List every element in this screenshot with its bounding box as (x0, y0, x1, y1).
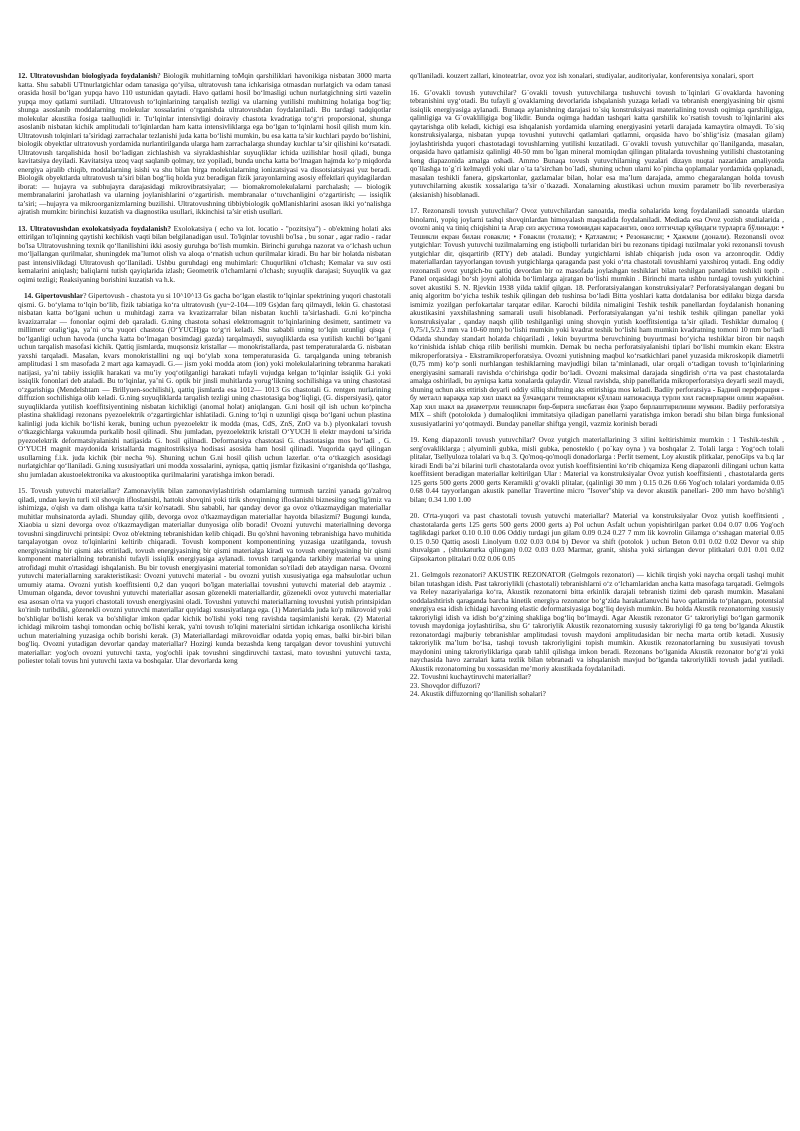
question-24: 24. Akustik diffuzorning qo‘llanilish sohalari? (410, 689, 546, 698)
heading-12: 12. Ultratovushdan biologiyada foydalanish (18, 71, 158, 80)
heading-13: 13. Ultratovushdan exolokatsiyada foydalanish? (18, 223, 172, 233)
paragraph-15-body: 15. Tovush yutuvchi materiallar? Zamonaviylik bilan zamonaviylashtirish odamlarning turmush tarzini yanada go'zalroq qiladi, undan keyin turli xil shovqin ifloslanishi, hattoki shovqini yoki tirik shovqinning ifloslanishi biznesiing sog'lig'imiz va ishimizga, o'qish va dam olishga katta ta'sir ko'rsatadi. Shu sababli, har qanday devor ga ovoz o'tkazmaydigan materiallar muhitlar muhsinatorda ayladi. Shunday qilib, devorga ovoz o'tkazmaydigan materiallar hayotda bilasizmi? Bugungi kunda, Xiaobia u sizni devorga ovoz o'tkazmaydigan materiallar dunyosiga olib boradi! Ovozni yutuvchi materiallning devorga tovushni singdiruvchi printsipi: Ovoz ob'ektning tebranishidan kelib chiqadi. Bu qo'shni havoning tebranishiga havo muhitida tarqalayotgan ovoz to'lqinlarini keltirib chiqaradi. Tovush komponent komponentining yuzasiga uzatilganda, tovush energiyasining bir qismi aks ettiriladi, tovush energiyasining bir qismi materialga kiradi va tovush energiyasining bir qismi komponent materiallning tebranishi tufayli issiqlik energiyasiga aylanadi. tovush tarqalganda tarkibiy material va uning atrofidagi muhit o'rtasidagi ishqalanish. Bu bir tovush energiyasini material tomonidan so'riladi deb ataydigan narsa. Ovozni yutuvchi materiallarning xarakteristikasi: Ovozni yutuvchi material - bu ovozni yutish xususiyatiga ega mahsulotlar uchun umumiy atama. Ovozni yutish koeffitsienti 0,2 dan yuqori bo'lgan materiallai tovushni yutuvchi material deb ataymiz . Umuman olganda, devor tovushni yutuvchi materiallar asosan gözenekli materiallardir, gözenekli ovoz yutuvchi materiallar esa asosan o'rta va yuqori chastotali tovush energiyasini oladi. Tovushni yutuvchi materiallarning tovushni yutish printsipidan ko'rinib turibdiki, gözenekli ovozni yutuvchi materiallar quyidagi xususiyatlarga ega. (1) Materialda juda ko'p mikrovoid yoki bo'shliqlar bo'lishi kerak va bo'shliqlar imkon qadar kichik bo'lishi yoki teng ravishda taqsimlanishi kerak. (2) Material ichidagi mikroim tashqi tomondan ochiq bo'lishi kerak, ya'ni tovush to'lqini materialni sirtidan ichkariga osonlikcha kirishi uchun materialning yuzasiga ochib borishi kerak. (3) Materiallardagi mikrovoidlar odatda yopiq emas, balki bir-biri bilan bog'liq. Ovozni yutadigan devorlar qanday materiallar? Hozirgi kunda bezashda keng tarqalgan devor tovushini yutuvchi materiallar: yog'och ovozni yutuvchi taxta, yog'ochli ipak tovushni singdiruvchi taxtasi, mato tovushni yutuvchi taxta, poliester tolali tovus hni yutuvchi taxta va boshqalar. Ular devorlarda keng (18, 486, 391, 665)
paragraph-16: 16. G’ovakli tovush yutuvchilar? G`ovakli tovush yutuvchilarga tushuvchi tovush to`lqinlari G`ovaklarda havoning tebranishini uyg‘otadi. Bu tufayli g`ovaklarning devorlarida ishqalanish yuzaga keladi va tebranish energiyasining bir qismi issiqlik energiyasiga aylanadi. Bunaqa aylanishning darajasi to`siq konstruksiyasi materialining tovush oqimiga qarshiligiga, qalinligiga va G`ovakliligiga bog`likdir. Bunda oqimga haddan tashqari katta qarshilik ko`rsatish tovush to`lqinlarini aks qaytarishga olib keladi, kichigi esa ishqalanish yordamida ularning energiyasini yetarli darajada kamaytira olmaydi. To`siq konstruksiyalarga, nisbatan yupqa tovushni yutuvchi qatlamlari qatlamni, orqasida havo bo`shlig‘isiz (masalan gilam) joylashtirishda yuqori chastotadagi tovushlarning yutilishi kuzatiladi. G`ovakli tovush yutuvchilar qo`llanilganda, masalan, orqasida havo qatlamisiz qalinligi 40-50 mm bo`lgan mineral momiqdan qilingan plitalarda tovushning yutilishi chastotaning keng diapazonida amalga oshadi. Ammo Bunaqa tovush yutuvchilarning yuzalari dizayn nuqtai nazaridan amaliyotda qo`llashga to`g`ri kelmaydi yoki ular o`ta ta’sirchan bo`ladi, shuning uchun ularni ko`pincha qoplamalar yordamida qoplanadi, masalan teshikli fanera, gipskartonlar, gazlamalar bilan, holar esa ma’lum darajada, ammo chegaralangan holda tovush yutuvchilarning akustik xossalariga ta’sir o`tkazadi. Xonalarning akustikasi uchun muxim parametr bo`lib reverberasiya (aksianish) hisoblanadi. (410, 87, 784, 199)
paragraph-13-body: Exolokatsiya ( echo va lot. locatio - "pozitsiya") - ob'ektning holati aks ettirilgan to'lqinning qaytishi kechikish vaqti bilan belgilanadigan usul. To'lqinlar tovushli bo'lsa , bu sonar , agar radio - radar bo'lsa Ultratovushning texnik qo‘llanilishini ikki asosiy guruhga bo‘lish mumkin. Birinchi guruhga nazorat va o‘lchash uchun mo‘ljallangan qurilmalar, shuningdek ma’lumot olish va aloqa o‘rnatish uchun qurilmalar kiradi. Bu har bir holatda nisbatan past intensivlikdagi Ultratovush qo‘llaniladi. Ushbu guruhdagi eng muhimlari: Chuqurlikni o'lchash; Kemalar va suv osti kemalarini aniqlash; baliqlarni tutish qayiqlarida izlash; Geometrik o'lchamlarni o'lchash; suyuqlik darajasi; Suyuqlik va gaz oqimi tezligi; Reaksiyaning borishini kuzatish va h.k. (18, 223, 391, 284)
paragraph-19: 19. Keng diapazonli tovush yutuvchilar? Ovoz yutgich materiallarining 3 xilini keltirishimiz mumkin : 1 Teshik-teshik , serg'ovakliklarga ; alyuminli gubka, misli gubka, penosteklo ( po`kay oyna ) va boshqalar 2. Tolali larga : Yog‘och tolali plitalar, Tsellyuloza tolalari va b.q 3. Qo'moq-qo'moqli donadorlarga : Perlit tsement, Loy akustik plitkalar, penoGips va b.q lar kiradi Endi ba’zi bilarini turli chastotalarda ovoz yutish koeffitsientini ko‘rib chiqamiza Keng diapazonli dilingani uchun katta koeffitsient beradigan materiallar keltirilgan Ular : Material va konstruksiyalar Ovoz yutish koeffitsienti , chastotalarda gerts 125 gerts 500 gerts 2000 gerts Keramikli g‘ovakli plitalar, (qalinligi 30 mm ) 0.15 0.26 0.66 Yog'och tolalari yordamida 0.05 0.68 0.44 tayyorlangan akustik panellar Travertine micro "Isover"ship va devor akustik panellari- 200 mm havo bo'shlig'i bilan; 0.34 1.00 1.00 (410, 435, 784, 504)
question-22: 22. Tovushni kuchaytiruvchi materiallar? (410, 672, 531, 681)
paragraph-14 (18, 292, 391, 479)
paragraph-13 (18, 225, 391, 285)
paragraph-17: 17. Rezonansli tovush yutuvchilar? Ovoz yutuvchilardan sanoatda, media sohalarida keng foydalaniladi sanoatda ulardan binolarni, yopiq joylarni tashqi shovqinlardan himoyalash maqsadida foydalaniladi. Mediada esa Ovoz yozish studialarida , ovozni aniq va tiniq chiqishini ta Агар сиз акустика томонидан карасангиз, овоз ютгичлар қуйидаги турларга бўлинади: • Тешикли екран билан ғовакли; • Ғовакли (толали); • Қатламли; • Резонансли; • Ҳажмли (донали). Rezonansli ovoz yutgichlar: Tovush yutuvchi tuzilmalarning eng istiqbolli turlaridan biri bu rezonans tipidagi tuzilmalar yoki rezonansli tovush yutgichlar dir, qisqartirib (RTY) deb ataladi. Bunday yutgichlarni ishlab chiqarish juda oson va arzonroqdir. Oddiy materiallardan tayyorlangan tovush yutgichlarga qaraganda past yoki o‘rta chastotali tovushlarni yaxshiroq yutadi. Eng oddiy rezonansli ovoz yutgich-bu qattiq devordan bir oz masofada joylashgan teshiklari bilan teshilgan panelidan teshikli topib . Panel orqasidagi bo‘sh joyni alohida bo‘limlarga ajratgan bo‘lishi mumkin . Birinchi marta ushbu turdagi tovush yutkichini sovet akustiki S. N. Rjevkin 1938 yilda taklif qilgan. 18. Perforatsiyalangan konstruksiyalar? Perforatsiyalangan degani bu aniq algoritm bo‘yicha teshik teshik qilingan deb tushinsa bo‘ladi Bitta yoshlari katta dotdalanisa bor edilaku bizga darsda ismimiz yozilgan perfokartalar tarqatar edilar. Karochi bildila nimaligini Teshik teshik panellardan foydalanish honaning akustikasini yaxshilashning samarali usuli hisoblanadi. Perforatsiyalangan ya’ni teshik teshik qilingan panellar yoki konstruksiyalar , qanday naqsh qilib teshilganligi uning shovqin yutish koeffitsientiga ta’sir qiladi. Teshiklar dumaloq ( 0,75/1,5/2.3 mm va 10-60 mm) bo‘lishi mumkin yoki kvadrat teshik bo‘lishi ham mumkin kvadratning tomoni 10 mm bo‘ladi Odatda shunday standart holatda chiqariladi , lekin buyurtma beruvchining buyurtmasi bo‘yicha teshiklar biron bir naqsh ko‘rinishida ishlab chiqa rilib berilishi mumkin. Demak bu necha perforatsiyalanishi tiplari bo‘lishi mumkin ekan: Ekstra mikroperforatsiya - Ekstramikroperforatsiya. Ovozni yutishning maqbul ko‘rsatkichlari panel yuzasida mikroskopik diametrli (0,75 mm) ko‘p sonli nurhlangan teshiklarning mavjudligi bilan ta’minlanadi, ular orqali o‘tadigan tovush to‘lqinlarining energiyasini samarali ravishda o‘chirishga qodir bo‘ladi. Ovozni maksimal darajada singdirish o‘rta va past chastotalarda amalga oshiriladi, bu ayniqsa katta xonalarda qulaydir. Vizual ravishda, ship panellarida mikroperforatsiya deyarli sezil maydi, shuning uchun aks ettirish deyarli oddiy silliq shiftning aks ettirishiga mos keladi. Badiiy perforatsiya - Бадиий перфорация - бу металл вараққа хар хил шакл ва ўлчамдаги тешикларни кўллаш натижасида турли хил гасвирларни олиш жараёни. Хар хил шакл ва диаметрли тешиклари бир-бирига нисбатан ёки ўзаро бирлаштирилиши мумкин. Badiiy perforatsiya MIX – shift (potolokda ) dumaloqlikni immitatsiya qiladigan panellarni yaratishga imkon beradi shu bilan birga funksional xususiyatlarini yo‘qotmaydi. Bunday panellar shiftga yengil, vazmiz korinish beradi (410, 206, 784, 428)
paragraph-14-body: ? Gipertovush - chastota yu si 10^10^13 Gs gacha bo‘lgan elastik to‘lqinlar spektrining yuqori chastotali qismi. G. bo‘ylama to‘lqin bo‘lib, fizik tabiatiga ko‘ra ultratovush (yu~2-104—109 Gs)dan farq qilmaydi, lekin G. chastotasi nisbatan katta bo‘lgani uchun u muhitdagi zarra va kvazizarralar bilan nisbatan kuchli ta’sirlashadi. G.ni ko‘pincha kvazizarralar — fononlar oqimi deb qaraladi. G.ning chastota sohasi elektromagnit to‘lqinlarining desimetr, santimetr va millimetr oraligʻiga, ya’ni o‘ta yuqori chastota (O‘YUCH)ga to‘g‘ri keladi. Shu sababli uning to‘lqin uzunligi qisqa ( bo‘lganligi uchun havoda (uncha katta bo‘lmagan bosimdagi gazda) tarqalmaydi, suyuqliklarda esa yutilish kuchli bo‘lgani uchun tarqalish masofasi kichik. Qattiq jismlarda, muqsonsiz kristallar — monokristallarda, past temperaturalarda G. nisbatan yaxshi tarqaladi. Masalan, kvars monokristallini ng uqi bo‘ylab xona temperaturasida G. tarqalganda uning tebranish amplitudasi 1 sm masofada 2 mart aga kamayadi. G.— jism yoki modda atom (ion) yoki molekulalarining tebranma harakati natijasi, ya’ni tabiiy issiqlik harakati va mu’iy yoq‘otilganligi harakati tufayli vujudga kelgan to‘lqinlar issiqlik G.i yoki issiqlik fononlari deb ataladi. Bu to‘lqinlar, ya’ni G. optik bir jinsli muhitlarda yorug‘likning sochilishiga va uning chastotasi o‘zgarishiga (Mendelshtam — Brillyuen-sochilishi), qattiq jismlarda esa 1012— 1013 Gs chastotali G. rentgen nurlarining diffuzion sochilishiga olib keladi. G.ning suyuqliklarda tarqalish tezligi uning chastotasiga bog‘liqligi, (G. dispersiyasi), qator suyuqliklarda yutilish koeffitsiyentining nisbatan kichikligi (anomal holat) aniqlangan. G.ni hosil qil ish uchun ko‘pincha plastina shaklidagi rezonans pyezoelektrik o‘zgartirgichlar ishlatiladi. G.ning to‘lqi n uzunligi qisqa bo‘lgani uchun plastina kalinligi juda kichik bo‘lishi kerak, buning uchun pyezoelektr ik modda (mas, CdS, ZnS, ZnO va b.) plyonkalari tovush o‘tkazgichlarga vakuumda purkalib hosil qilinadi. Shu jumladan, pyezoelektrik kristall O‘YUCH li elektr maydoni ta’sirida pyezoelektrik deformatsiyalanishi natijasida G. hosil qilinadi. Deformatsiya chastotasi G. chastotasiga mos bo‘ladi , G. O‘YUCH magnit maydonida kristallarda magnitostriksiya hodisasi asosida ham hosil qilinadi. Yuqorida qayd qilingan usullarning f.i.k. juda kichik (bir necha %). Shuning uchun G.ni hosil qilish uchun lazerlar. o‘ta o‘tkazgich asosidagi nurlatgichlar qo‘llaniladi. G.ning xususiyatlari uni modda xossalarini, ayniqsa, qattiq jismlar fizikasini o‘rganishda qo‘llashga, shu jumladan akustoelektronika va akustooptika qurilmalarini yaratishga imkon beradi. (18, 291, 391, 479)
paragraph-21: 21. Gelmgols rezonatori? AKUSTIK REZONATOR (Gelmgols rezonatori) — kichik tirqish yoki naycha orqali tashqi muhit bilan tutashgan idish. Past takroriylikli (chastotali) tebranishlarni o‘z o‘lchamlaridan ancha katta masofaga tarqatadi. Gelmgols va Reley nazariyalariga ko‘ra, Akustik rezonatorni bitta erkinlik darajali tebranish tizimi deb qarash mumkin. Masalani soddalashtirish qaraganda barcha kinetik energiya rezonator bo‘g‘zida harakatlanuvchi havo qatlamida to‘plangan, potentsial energiya esa idish ichidagi havoning elastic deformatsiyasiga bog‘liq deyish mumkin. Bu holda Akustik rezonatorning xususiy takroriyligi idish va idish bo‘g‘zining shakliga bog‘liq bo‘lmaydi. Agar Akustik rezonator G‘ takroriyligi bo‘lgan garmonik tovush maydoniga joylashtirilsa, shu G‘ takroriylik Akustik rezonatorning xususiy takroriyligi f0 ga teng bo‘lganda Akustik rezonatordagi majburiy tebranishlar amplitudasi tovush maydoni amplitudasidan bir necha marta ortib ketadi. Xususiy takroriylik ma’lum bo‘lsa, tashqi tovush takroriyligini topish mumkin. Akustik rezonatorlarning bu xususiyati tovush maydonini uning takroriyliklariga qarab tahlil qilishga imkon beradi. Rezonans bo‘lganida Akustik rezonator bo‘g‘zi yoki naychasida havo zarralari katta tezlik bilan tebranadi va ishqalanish mavjud bo‘lganda takroriylikli tovush jadal yutiladi. Akustik rezonatorning bu xossasidan me’moriy akustikada foydalaniladi. (410, 570, 784, 673)
paragraph-12 (18, 72, 391, 217)
left-column (18, 72, 391, 674)
heading-14: 14. Gipertovushlar (24, 291, 84, 300)
right-column (410, 72, 784, 699)
paragraph-12-body: ? Biologik muhitlarning toMqin qarshiliklari havonikiga nisbatan 3000 marta katta. Shu sababli UTtnurlatgichlar odam tanasiga qo‘yilsa, ultratovush tana ichkarisiga otmasdan nurlatgich va odam tanasi orasida hosil bo‘lgan yupqa havo 110 ustunidan qaytadi. Havo qatlami hosil bo‘lmasligi uchun nurlatgichning sirti vazelin yupqa moy qatlami surtiladi. Ultratovush to‘lqinlarining tarqalish tezligi va ularning yutilishi muhitning holatiga bog‘liq; shunga asoslanib moddalarning molekular xossalarini o‘rganishda ultratovushdan foydalaniladi. Bu tardagi tadqiqotlar molekular akustika fosiga taalluqlidi ir. Tu‘lqinlar intensivligi doiraviy chastota kvadratiga to‘g‘ri proporsional, shunga asoslanib nisbatan kichik amplitudali to‘lqinlardan ham katta intensivliklarga ega bo‘lgan to‘lqinlarni hosil qilish mum kin. Ultratovush tolqinlari ta’siridagi zarrachalar tezlanishi juda katta bo‘lishi mumkin, bu esa katta ta’sir kuchlari paydo bo‘lishini, biologik obyektlar ultratovush yordamida nurlantirilganda ularga ham zarrachalarga shunday kuchlar ta’sir qilishini ko‘rsatadi. Ultratovush tarqalishida hosil bo‘ladigan zichlashish va siyraklashishlar suyuqliklar ichida uzilishlar hosil qiladi, bunga kavitatsiya deyiladi. Kavitatsiya uzoq vaqt saqlanib qolmay, tez yopiladi, bunda uncha katta bo‘lmagan hajmda ko‘p miqdorda energiya ajralib chiqib, moddalarning isishi va shu bilan birga molekulalarning ionizatsiyasi va dissotsiatsiyasi yuz beradi. Biologik obyektlarda ultratovush ta’siri bilan bog‘liq holda yuz beradigan fizik jarayonlarning asosiy effektlari quyidagilardan iborat: — hujayra va subhujayra darajasidagi mikrovibratsiyalar; — biomakromolekulalarni parchalash; — biologik membranalarini jarohatlash va ularning joylanishlarini o‘zgartirish. membranalar o‘tuvchanligini o‘zgartirish; — issiqlik ta’siri; —hujayra va mikroorganizmlarning buzilishi. Ultratovushning tibbiybiologik qoMlanishlarini asosan ikki yo‘nalishga ajratish mumkin: birinchisi kuzatish va diagnostika usullari, ikkinchisi ta’sir etish usullari. (18, 71, 391, 216)
paragraph-20: 20. O'rta-yuqori va past chastotali tovush yutuvchi materiallar? Material va konstruksiyalar Ovoz yutish koeffitsienti , chastotalarda gerts 125 gerts 500 gerts 2000 gerts a) Pol uchun Asfalt uchun yopishtirilgan parket 0.04 0.07 0.06 Yog'och taglikdagi parket 0.10 0.10 0.06 Oddiy turdagi jun gilam 0.09 0.24 0.27 7 mm lik kovrolin Gilamga o‘xshagan material 0.05 0.15 0.50 Qattiq asosli Linolyum 0.02 0.03 0.04 b) Devor va shift (potolok ) uchun Beton 0.01 0.02 0.02 Devor va ship shuvalgan , (shtukaturka qilingan) 0.02 0.03 0.03 Marmar, granit, shisha yoki sirlangan devor plitkalari 0.01 0.01 0.02 Gipsokarton plitalari 0.02 0.06 0.05 (410, 511, 784, 563)
paragraph-15 (18, 487, 391, 666)
paragraph-15-continued: qo'llaniladi. kouzert zallari, kinoteatrlar, ovoz yoz ish xonalari, studiyalar, auditoriyalar, konferentsiya xonalari, sport (410, 71, 754, 80)
question-23: 23. Shovqdor diffuzori? (410, 680, 481, 690)
